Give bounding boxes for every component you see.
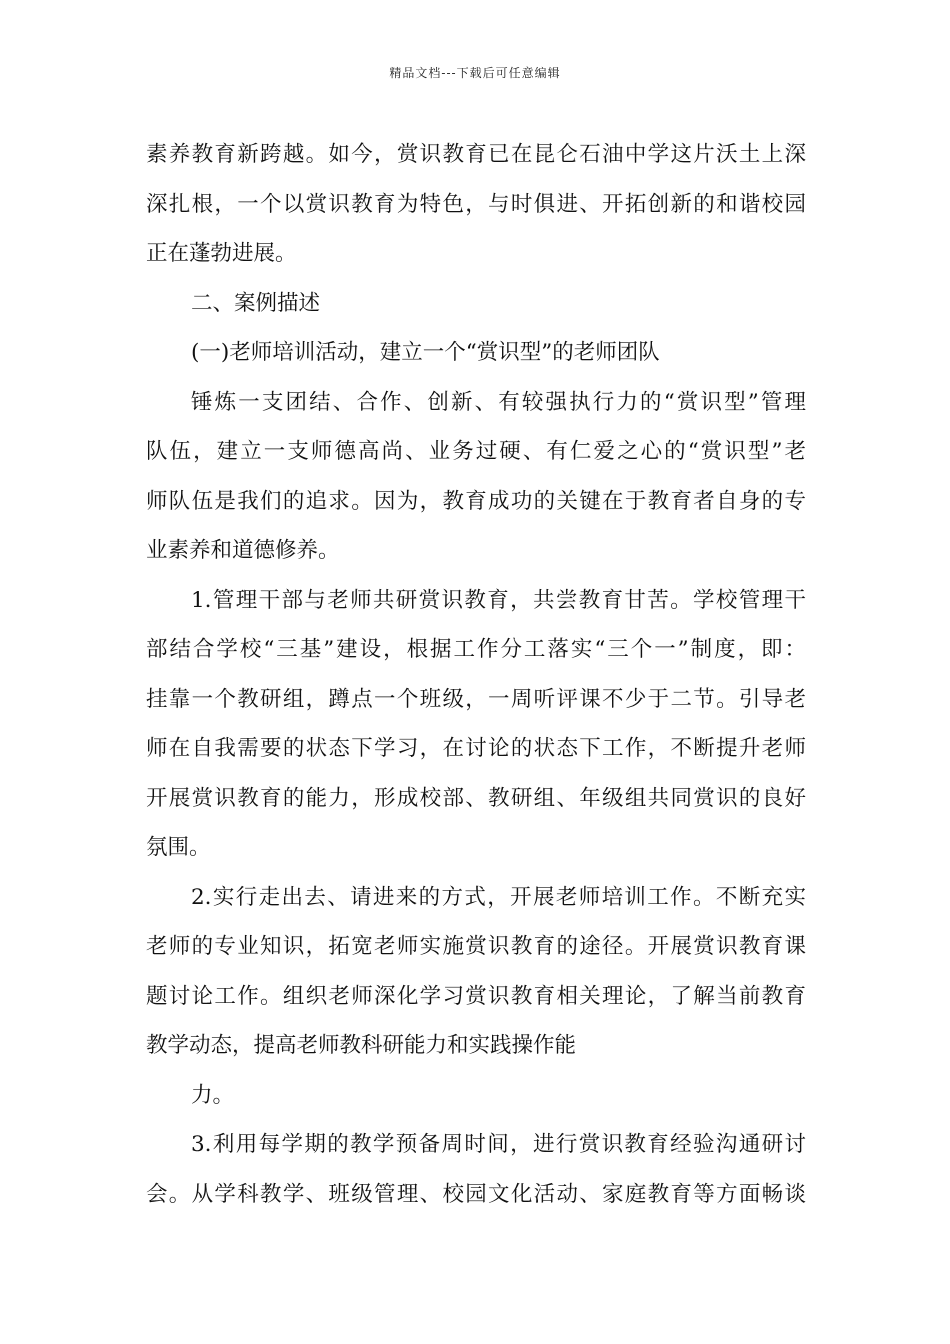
text-line: 2.实行走出去、请进来的方式，开展老师培训工作。不断充实 <box>191 884 806 910</box>
text-line: 1.管理干部与老师共研赏识教育，共尝教育甘苦。学校管理干 <box>191 587 806 613</box>
text-line: 师在自我需要的状态下学习，在讨论的状态下工作，不断提升老师 <box>146 736 806 761</box>
text-line: 氛围。 <box>146 835 211 860</box>
text-line: 力。 <box>191 1082 235 1108</box>
text-line: 3.利用每学期的教学预备周时间，进行赏识教育经验沟通研讨 <box>191 1132 806 1157</box>
text-line: 教学动态，提高老师教科研能力和实践操作能 <box>146 1033 577 1058</box>
text-line: 锤炼一支团结、合作、创新、有较强执行力的“赏识型”管理 <box>191 389 806 415</box>
text-line: 深扎根，一个以赏识教育为特色，与时俱进、开拓创新的和谐校园 <box>146 191 806 217</box>
text-line: 师队伍是我们的追求。因为，教育成功的关键在于教育者自身的专 <box>146 488 806 514</box>
text-line: 挂靠一个教研组，蹲点一个班级，一周听评课不少于二节。引导老 <box>146 686 806 712</box>
text-line: 业素养和道德修养。 <box>146 538 340 563</box>
text-line: 老师的专业知识，拓宽老师实施赏识教育的途径。开展赏识教育课 <box>146 934 806 959</box>
text-line: 队伍，建立一支师德高尚、业务过硬、有仁爱之心的“赏识型”老 <box>146 439 806 464</box>
text-line: 素养教育新跨越。如今，赏识教育已在昆仑石油中学这片沃土上深 <box>146 142 806 167</box>
text-line: 部结合学校“三基”建设，根据工作分工落实“三个一”制度，即： <box>146 637 806 662</box>
text-line: 二、案例描述 <box>191 290 321 316</box>
document-body <box>146 130 806 1219</box>
page-header: 精品文档---下载后可任意编辑 <box>389 66 561 80</box>
text-line: (一)老师培训活动，建立一个“赏识型”的老师团队 <box>191 340 660 365</box>
text-line: 题讨论工作。组织老师深化学习赏识教育相关理论，了解当前教育 <box>146 983 806 1009</box>
text-line: 正在蓬勃进展。 <box>146 241 297 266</box>
text-line: 会。从学科教学、班级管理、校园文化活动、家庭教育等方面畅谈 <box>146 1181 806 1207</box>
text-line: 开展赏识教育的能力，形成校部、教研组、年级组共同赏识的良好 <box>146 785 806 811</box>
